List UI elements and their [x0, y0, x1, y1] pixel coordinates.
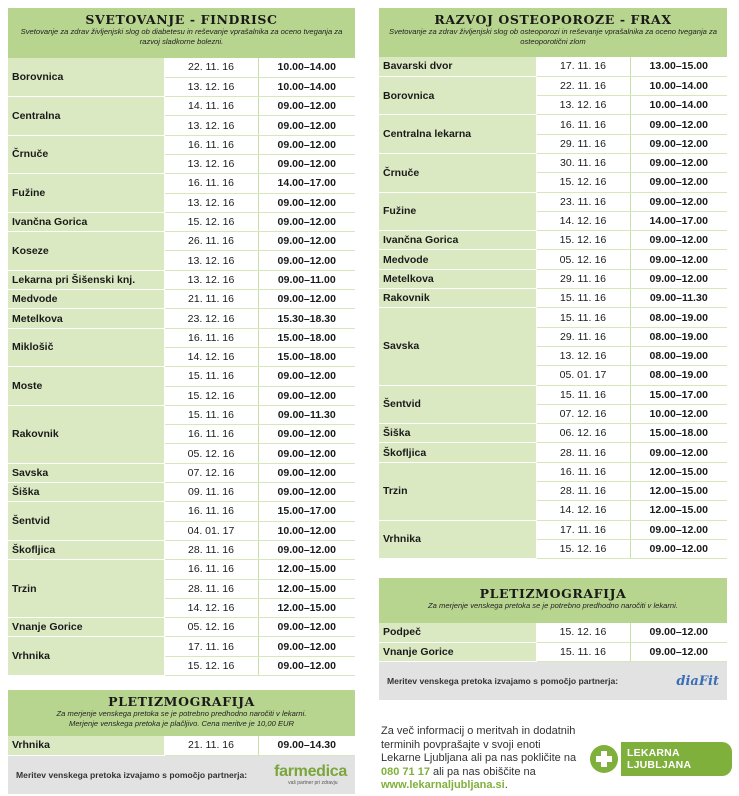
location-cell: Škofljica [8, 540, 164, 559]
table-row [8, 502, 355, 521]
table-row [379, 115, 727, 134]
frax-title: RAZVOJ OSTEOPOROZE - FRAX [434, 12, 672, 27]
date-cell: 05. 12. 16 [536, 250, 630, 269]
date-cell: 28. 11. 16 [164, 579, 258, 598]
pletiz-left-panel [8, 690, 355, 794]
time-cell: 10.00–14.00 [630, 76, 727, 95]
pletiz-left-title: PLETIZMOGRAFIJA [108, 694, 255, 709]
date-cell: 15. 11. 16 [536, 289, 630, 308]
location-cell: Črnuče [379, 153, 536, 192]
diafit-logo: diaFit [676, 673, 719, 689]
date-cell: 17. 11. 16 [536, 520, 630, 539]
time-cell: 09.00–12.00 [630, 269, 727, 288]
pletiz-left-header [8, 690, 355, 736]
date-cell: 17. 11. 16 [164, 637, 258, 656]
frax-panel [379, 8, 727, 559]
time-cell: 10.00–12.00 [258, 521, 355, 540]
table-row [8, 328, 355, 347]
location-cell: Bavarski dvor [379, 57, 536, 76]
time-cell: 09.00–12.00 [258, 463, 355, 482]
time-cell: 15.00–18.00 [630, 424, 727, 443]
time-cell: 09.00–12.00 [630, 520, 727, 539]
time-cell: 09.00–12.00 [630, 443, 727, 462]
time-cell: 09.00–12.00 [258, 290, 355, 309]
time-cell: 09.00–12.00 [630, 539, 727, 558]
date-cell: 07. 12. 16 [164, 463, 258, 482]
lekarna-ljubljana-logo [590, 740, 732, 778]
time-cell: 09.00–12.00 [258, 425, 355, 444]
time-cell: 13.00–15.00 [630, 57, 727, 76]
time-cell: 09.00–11.00 [258, 270, 355, 289]
time-cell: 14.00–17.00 [630, 211, 727, 230]
time-cell: 09.00–12.00 [630, 642, 727, 661]
time-cell: 09.00–12.00 [258, 637, 355, 656]
info-phone[interactable]: 080 71 17 [381, 765, 430, 778]
table-row [8, 270, 355, 289]
pletiz-right-table [379, 623, 727, 662]
date-cell: 15. 11. 16 [164, 405, 258, 424]
date-cell: 15. 11. 16 [164, 367, 258, 386]
time-cell: 09.00–12.00 [258, 444, 355, 463]
date-cell: 05. 12. 16 [164, 618, 258, 637]
time-cell: 09.00–12.00 [258, 212, 355, 231]
date-cell: 14. 11. 16 [164, 97, 258, 116]
partner-text: Meritev venskega pretoka izvajamo s pomočjo partnerja: [16, 769, 248, 780]
findrisc-title: SVETOVANJE - FINDRISC [85, 12, 278, 27]
time-cell: 12.00–15.00 [630, 462, 727, 481]
location-cell: Centralna [8, 97, 164, 136]
date-cell: 13. 12. 16 [164, 251, 258, 270]
location-cell: Črnuče [8, 135, 164, 174]
date-cell: 13. 12. 16 [164, 154, 258, 173]
time-cell: 09.00–12.00 [258, 618, 355, 637]
table-row [379, 231, 727, 250]
table-row [379, 385, 727, 404]
pharmacy-cross-icon [590, 745, 618, 773]
time-cell: 09.00–12.00 [258, 154, 355, 173]
table-row [379, 424, 727, 443]
location-cell: Vrhnika [379, 520, 536, 559]
location-cell: Vnanje Gorice [8, 618, 164, 637]
location-cell: Vnanje Gorice [379, 642, 536, 661]
table-row [379, 269, 727, 288]
time-cell: 12.00–15.00 [258, 560, 355, 579]
location-cell: Vrhnika [8, 736, 164, 755]
time-cell: 09.00–12.00 [630, 115, 727, 134]
brand-name: LEKARNA LJUBLJANA [621, 742, 732, 776]
table-row [8, 405, 355, 424]
table-row [379, 57, 727, 76]
date-cell: 15. 12. 16 [164, 386, 258, 405]
info-paragraph [381, 725, 581, 793]
table-row [8, 58, 355, 77]
location-cell: Rakovnik [8, 405, 164, 463]
location-cell: Fužine [8, 174, 164, 213]
table-row [379, 520, 727, 539]
time-cell: 15.00–18.00 [258, 347, 355, 366]
date-cell: 16. 11. 16 [164, 425, 258, 444]
date-cell: 05. 01. 17 [536, 366, 630, 385]
location-cell: Trzin [379, 462, 536, 520]
info-text-1: Za več informacij o meritvah in dodatnih terminih povprašajte v svoji enoti Lekarne Ljubljana ali pa nas pokličite na [381, 725, 577, 765]
time-cell: 09.00–14.30 [258, 736, 355, 755]
farmedica-logo-tagline: vaš partner pri zdravju [288, 779, 338, 786]
table-row [379, 153, 727, 172]
table-row [8, 97, 355, 116]
time-cell: 09.00–12.00 [258, 135, 355, 154]
table-row [8, 637, 355, 656]
date-cell: 15. 12. 16 [536, 623, 630, 642]
table-row [379, 443, 727, 462]
time-cell: 09.00–12.00 [258, 232, 355, 251]
time-cell: 15.30–18.30 [258, 309, 355, 328]
date-cell: 30. 11. 16 [536, 153, 630, 172]
frax-header [379, 8, 727, 57]
table-row [8, 290, 355, 309]
table-row [379, 642, 727, 661]
frax-subtitle: Svetovanje za zdrav življenjski slog ob osteoporozi in reševanje vprašalnika za oceno tveganja za osteoporotični zlom [389, 27, 717, 46]
farmedica-logo [274, 764, 347, 786]
time-cell: 14.00–17.00 [258, 174, 355, 193]
table-row [8, 212, 355, 231]
time-cell: 10.00–14.00 [630, 96, 727, 115]
location-cell: Medvode [379, 250, 536, 269]
location-cell: Ivančna Gorica [379, 231, 536, 250]
location-cell: Vrhnika [8, 637, 164, 676]
table-row [8, 135, 355, 154]
date-cell: 28. 11. 16 [536, 482, 630, 501]
time-cell: 09.00–12.00 [630, 250, 727, 269]
date-cell: 06. 12. 16 [536, 424, 630, 443]
location-cell: Moste [8, 367, 164, 406]
time-cell: 15.00–17.00 [630, 385, 727, 404]
time-cell: 09.00–12.00 [258, 386, 355, 405]
findrisc-table [8, 58, 355, 676]
location-cell: Šentvid [8, 502, 164, 541]
date-cell: 17. 11. 16 [536, 57, 630, 76]
location-cell: Trzin [8, 560, 164, 618]
location-cell: Šiška [8, 483, 164, 502]
time-cell: 12.00–15.00 [258, 598, 355, 617]
time-cell: 12.00–15.00 [630, 482, 727, 501]
time-cell: 09.00–12.00 [258, 116, 355, 135]
time-cell: 09.00–12.00 [258, 367, 355, 386]
date-cell: 15. 12. 16 [164, 212, 258, 231]
date-cell: 15. 11. 16 [536, 385, 630, 404]
time-cell: 09.00–12.00 [630, 623, 727, 642]
date-cell: 13. 12. 16 [164, 77, 258, 96]
date-cell: 15. 12. 16 [164, 656, 258, 675]
date-cell: 28. 11. 16 [164, 540, 258, 559]
time-cell: 08.00–19.00 [630, 346, 727, 365]
table-row [8, 463, 355, 482]
location-cell: Borovnica [8, 58, 164, 97]
time-cell: 09.00–12.00 [258, 193, 355, 212]
time-cell: 09.00–11.30 [258, 405, 355, 424]
table-row [379, 76, 727, 95]
location-cell: Borovnica [379, 76, 536, 115]
time-cell: 09.00–12.00 [630, 192, 727, 211]
location-cell: Šiška [379, 424, 536, 443]
date-cell: 13. 12. 16 [164, 116, 258, 135]
table-row [379, 192, 727, 211]
date-cell: 13. 12. 16 [164, 270, 258, 289]
info-text-3: . [504, 779, 508, 792]
date-cell: 16. 11. 16 [536, 462, 630, 481]
findrisc-subtitle: Svetovanje za zdrav življenjski slog ob diabetesu in reševanje vprašalnika za oceno tveganja za razvoj sladkorne bolezni. [20, 27, 343, 46]
location-cell: Podpeč [379, 623, 536, 642]
pletiz-left-table [8, 736, 355, 756]
date-cell: 26. 11. 16 [164, 232, 258, 251]
date-cell: 09. 11. 16 [164, 483, 258, 502]
time-cell: 10.00–14.00 [258, 77, 355, 96]
time-cell: 08.00–19.00 [630, 327, 727, 346]
time-cell: 09.00–11.30 [630, 289, 727, 308]
location-cell: Ivančna Gorica [8, 212, 164, 231]
table-row [379, 250, 727, 269]
location-cell: Koseze [8, 232, 164, 271]
table-row [8, 232, 355, 251]
date-cell: 15. 12. 16 [536, 539, 630, 558]
date-cell: 14. 12. 16 [164, 347, 258, 366]
date-cell: 07. 12. 16 [536, 404, 630, 423]
date-cell: 14. 12. 16 [164, 598, 258, 617]
date-cell: 16. 11. 16 [164, 328, 258, 347]
pletiz-right-panel [379, 578, 727, 700]
pletiz-left-subtitle-1: Za merjenje venskega pretoka se je potrebno predhodno naročiti v lekarni. [56, 709, 307, 718]
location-cell: Lekarna pri Šišenski knj. [8, 270, 164, 289]
date-cell: 13. 12. 16 [536, 96, 630, 115]
time-cell: 10.00–14.00 [258, 58, 355, 77]
date-cell: 21. 11. 16 [164, 290, 258, 309]
pletiz-left-partner [8, 756, 355, 794]
table-row [379, 308, 727, 327]
findrisc-header [8, 8, 355, 58]
date-cell: 16. 11. 16 [164, 174, 258, 193]
location-cell: Medvode [8, 290, 164, 309]
table-row [8, 736, 355, 755]
date-cell: 29. 11. 16 [536, 269, 630, 288]
location-cell: Savska [8, 463, 164, 482]
farmedica-logo-text: farmedica [274, 762, 347, 780]
date-cell: 16. 11. 16 [164, 560, 258, 579]
date-cell: 29. 11. 16 [536, 327, 630, 346]
time-cell: 09.00–12.00 [630, 153, 727, 172]
time-cell: 09.00–12.00 [258, 483, 355, 502]
date-cell: 28. 11. 16 [536, 443, 630, 462]
partner-text: Meritev venskega pretoka izvajamo s pomočjo partnerja: [387, 676, 619, 687]
date-cell: 21. 11. 16 [164, 736, 258, 755]
date-cell: 22. 11. 16 [536, 76, 630, 95]
table-row [8, 618, 355, 637]
table-row [8, 174, 355, 193]
table-row [379, 623, 727, 642]
date-cell: 16. 11. 16 [164, 135, 258, 154]
location-cell: Fužine [379, 192, 536, 231]
date-cell: 13. 12. 16 [164, 193, 258, 212]
date-cell: 23. 12. 16 [164, 309, 258, 328]
date-cell: 14. 12. 16 [536, 501, 630, 520]
info-website-link[interactable]: www.lekarnaljubljana.si [381, 779, 505, 792]
pletiz-right-subtitle: Za merjenje venskega pretoka se je potrebno predhodno naročiti v lekarni. [428, 601, 678, 610]
date-cell: 16. 11. 16 [536, 115, 630, 134]
date-cell: 15. 12. 16 [536, 173, 630, 192]
info-text-2: ali pa nas obiščite na [429, 765, 536, 778]
time-cell: 12.00–15.00 [258, 579, 355, 598]
date-cell: 04. 01. 17 [164, 521, 258, 540]
time-cell: 09.00–12.00 [630, 173, 727, 192]
time-cell: 09.00–12.00 [258, 251, 355, 270]
time-cell: 09.00–12.00 [258, 656, 355, 675]
time-cell: 09.00–12.00 [258, 97, 355, 116]
date-cell: 23. 11. 16 [536, 192, 630, 211]
date-cell: 13. 12. 16 [536, 346, 630, 365]
table-row [379, 462, 727, 481]
location-cell: Šentvid [379, 385, 536, 424]
time-cell: 08.00–19.00 [630, 366, 727, 385]
pletiz-right-title: PLETIZMOGRAFIJA [479, 586, 627, 601]
table-row [379, 289, 727, 308]
date-cell: 14. 12. 16 [536, 211, 630, 230]
date-cell: 15. 12. 16 [536, 231, 630, 250]
table-row [8, 540, 355, 559]
pletiz-right-header [379, 578, 727, 623]
location-cell: Miklošič [8, 328, 164, 367]
location-cell: Savska [379, 308, 536, 385]
pletiz-left-subtitle-2: Merjenje venskega pretoka je plačljivo. Cena meritve je 10,00 EUR [69, 719, 294, 728]
location-cell: Metelkova [8, 309, 164, 328]
date-cell: 15. 11. 16 [536, 308, 630, 327]
location-cell: Škofljica [379, 443, 536, 462]
location-cell: Metelkova [379, 269, 536, 288]
time-cell: 15.00–18.00 [258, 328, 355, 347]
pletiz-right-partner [379, 662, 727, 700]
date-cell: 29. 11. 16 [536, 134, 630, 153]
time-cell: 09.00–12.00 [630, 231, 727, 250]
table-row [8, 560, 355, 579]
location-cell: Rakovnik [379, 289, 536, 308]
date-cell: 22. 11. 16 [164, 58, 258, 77]
date-cell: 05. 12. 16 [164, 444, 258, 463]
time-cell: 09.00–12.00 [630, 134, 727, 153]
table-row [8, 367, 355, 386]
date-cell: 16. 11. 16 [164, 502, 258, 521]
time-cell: 10.00–12.00 [630, 404, 727, 423]
table-row [8, 309, 355, 328]
date-cell: 15. 11. 16 [536, 642, 630, 661]
time-cell: 08.00–19.00 [630, 308, 727, 327]
time-cell: 15.00–17.00 [258, 502, 355, 521]
table-row [8, 483, 355, 502]
findrisc-panel [8, 8, 355, 676]
time-cell: 12.00–15.00 [630, 501, 727, 520]
frax-table [379, 57, 727, 559]
location-cell: Centralna lekarna [379, 115, 536, 154]
time-cell: 09.00–12.00 [258, 540, 355, 559]
